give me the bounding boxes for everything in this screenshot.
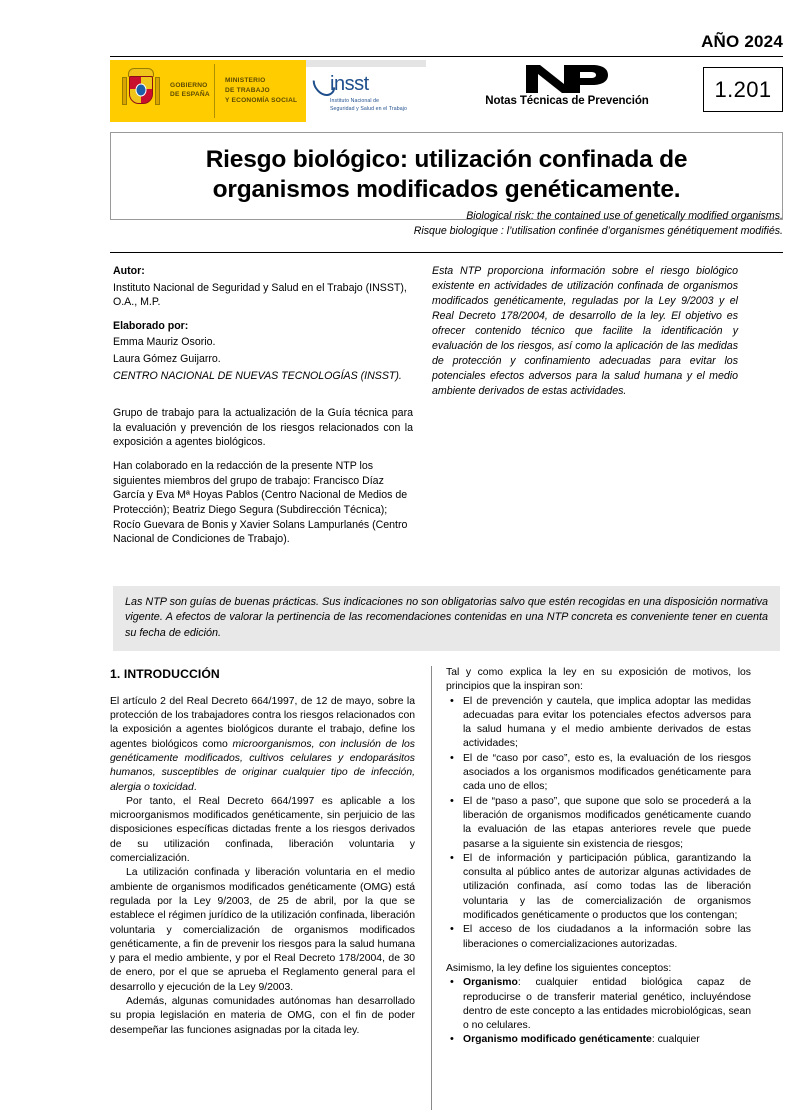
principio-list-item: • El de “caso por caso”, esto es, la evaluación de los riesgos asociados a los organismos modificados genéticamente para cada uno de ellos; bbox=[446, 752, 751, 795]
masthead bbox=[110, 60, 783, 122]
ministerio-line-2: DE TRABAJO bbox=[225, 86, 270, 94]
elaborado-person-1: Emma Mauriz Osorio. bbox=[113, 336, 216, 349]
insst-subtitle-line-1: Instituto Nacional de bbox=[330, 98, 380, 104]
conceptos-list bbox=[446, 976, 751, 1047]
page-title bbox=[137, 145, 756, 205]
ntp-number: 1.201 bbox=[714, 76, 772, 102]
top-horizontal-rule bbox=[110, 56, 783, 57]
body-paragraph: El artículo 2 del Real Decreto 664/1997, de 12 de mayo, sobre la protección de los trabajadores contra los riesgos relacionados con la exposición a agentes biológicos durante el trabajo, define los agentes biológicos como microorganismos, con inclusión de los genéticamente modificados, cultivos celulares y endoparásitos humanos, susceptibles de originar cualquier tipo de infección, alergia o toxicidad. bbox=[110, 695, 415, 793]
ministerio-line-3: Y ECONOMÍA SOCIAL bbox=[225, 96, 298, 104]
insst-logo-block bbox=[306, 60, 426, 122]
insst-logo bbox=[312, 74, 424, 113]
logo-vertical-divider bbox=[214, 64, 215, 118]
concepto-list-item: • Organismo: cualquier entidad biológica capaz de reproducirse o de transferir material genético, incluyéndose dentro de este concepto a las entidades microbiológicas, sean o no celulares. bbox=[446, 976, 751, 1033]
principio-list-item: • El de “paso a paso”, que supone que solo se procederá a la liberación de organismos modificados genéticamente cuando la evaluación de las etapas anteriores revele que puede pasarse a la siguiente sin existencia de riesgos; bbox=[446, 795, 751, 852]
elaborado-person-2: Laura Gómez Guijarro. bbox=[113, 353, 221, 366]
column-divider bbox=[431, 666, 432, 1110]
concepto-term: Organismo bbox=[463, 977, 518, 989]
gobierno-line-1: GOBIERNO bbox=[170, 82, 208, 90]
year-row bbox=[110, 32, 783, 52]
body-paragraph-italic-run: microorganismos, con inclusión de los genéticamente modificados, cultivos celulares y endoparásitos humanos, susceptibles de originar cualquier tipo de infección, alergia o toxicidad bbox=[110, 738, 415, 793]
body-right-column bbox=[446, 666, 751, 1048]
ntp-logo-icon bbox=[457, 64, 677, 94]
subtitle-french: Risque biologique : l’utilisation confinée d’organismes génétiquement modifiés. bbox=[413, 225, 783, 238]
gobierno-line-2: DE ESPAÑA bbox=[170, 91, 210, 98]
principio-list-item: • El acceso de los ciudadanos a la información sobre las liberaciones o comercializaciones autorizadas. bbox=[446, 923, 751, 952]
principios-intro: Tal y como explica la ley en su exposición de motivos, los principios que la inspiran son: bbox=[446, 667, 751, 693]
body-paragraph: La utilización confinada y liberación voluntaria en el medio ambiente de organismos modificados genéticamente (OMG) está regulada por la Ley 9/2003, de 25 de abril, por la que se establece el régimen jurídico de la utilización confinada, liberación voluntaria y comercialización de organismos modificados genéticamente, a fin de prevenir los riesgos para la salud humana y para el medio ambiente, y por el Real Decreto 178/2004, de 30 de enero, por el que se aprueba el Reglamento general para el desarrollo y ejecución de la Ley 9/2003. bbox=[110, 867, 415, 993]
centro-nacional-label: CENTRO NACIONAL DE NUEVAS TECNOLOGÍAS (INSST). bbox=[113, 369, 402, 382]
body-paragraph: Además, algunas comunidades autónomas han desarrollado su propia legislación en materia de OMG, con el fin de poder desempeñar las funciones asignadas por la citada ley. bbox=[110, 996, 415, 1036]
page-title-line-2: organismos modificados genéticamente. bbox=[212, 175, 681, 203]
subtitle-english: Biological risk: the contained use of genetically modified organisms. bbox=[466, 210, 783, 222]
translated-subtitles bbox=[110, 209, 783, 240]
section-heading-introduccion: 1. INTRODUCCIÓN bbox=[110, 667, 220, 681]
principio-list-item: • El de información y participación pública, garantizando la consulta al público antes de autorizar algunas actividades de utilización confinada, así como todas las de liberación voluntaria y las de comercialización de organismos modificados genéticamente o productos que los contengan; bbox=[446, 852, 751, 923]
ministerio-line-1: MINISTERIO bbox=[225, 77, 266, 84]
introduccion-paragraphs bbox=[110, 695, 415, 1038]
gobierno-label bbox=[170, 82, 210, 100]
insst-wordmark-text: insst bbox=[330, 73, 369, 95]
insst-wordmark bbox=[312, 74, 424, 94]
author-info-column bbox=[113, 264, 413, 556]
insst-subtitle-line-2: Seguridad y Salud en el Trabajo bbox=[330, 105, 407, 112]
autor-value: Instituto Nacional de Seguridad y Salud en el Trabajo (INSST), O.A., M.P. bbox=[113, 281, 407, 309]
ministerio-label bbox=[225, 76, 297, 106]
page-title-line-1: Riesgo biológico: utilización confinada de bbox=[205, 146, 688, 173]
gobierno-de-espana-logo-block bbox=[110, 60, 306, 122]
body-left-column bbox=[110, 666, 415, 1038]
principio-list-item: • El de prevención y cautela, que implica adoptar las medidas adecuadas para evitar los potenciales efectos adversos para la salud humana y el medio ambiente derivados de estas actividades; bbox=[446, 695, 751, 752]
insst-subtitle bbox=[312, 98, 424, 113]
principios-list bbox=[446, 695, 751, 952]
abstract-text: Esta NTP proporciona información sobre el riesgo biológico existente en actividades de utilización confinada de organismos modificados genéticamente, reguladas por la Ley 9/2003 y el Real Decreto 178/2004, de desarrollo de la ley. El objetivo es ofrecer contenido técnico que facilite la identificación y evaluación de los riesgos, así como la aplicación de las medidas de protección y confinamiento adecuadas para evitar los potenciales efectos adversos para la salud humana y el medio ambiente derivados de estas actividades. bbox=[432, 265, 738, 398]
grupo-trabajo-text: Grupo de trabajo para la actualización de la Guía técnica para la evaluación y prevención de los riesgos relacionados con la exposición a agentes biológicos. bbox=[113, 407, 413, 449]
elaborado-label: Elaborado por: bbox=[113, 319, 189, 332]
autor-label: Autor: bbox=[113, 265, 145, 277]
concepto-list-item: • Organismo modificado genéticamente: cualquier bbox=[446, 1033, 751, 1047]
colaboradores-text: Han colaborado en la redacción de la presente NTP los siguientes miembros del grupo de trabajo: Francisco Díaz García y Eva Mª Hoyas Pablos (Centro Nacional de Medios de Protección); Beatriz Diego Segura (Subdirección Técnica); Rocío Guevara de Bonis y Xavier Solans Lampurlanés (Centro Nacional de Condiciones de Trabajo). bbox=[113, 460, 408, 546]
document-title-box bbox=[110, 132, 783, 220]
mid-horizontal-rule bbox=[110, 252, 783, 253]
ntp-number-box bbox=[703, 67, 783, 112]
ntp-brand bbox=[457, 64, 677, 107]
body-paragraph: Por tanto, el Real Decreto 664/1997 es aplicable a los microorganismos modificados genéticamente, sin perjuicio de las disposiciones específicas dictadas frente a los riesgos derivados de su utilización confinada, liberación voluntaria y comercialización. bbox=[110, 795, 415, 865]
conceptos-intro: Asimismo, la ley define los siguientes conceptos: bbox=[446, 962, 672, 974]
ntp-notice-box: Las NTP son guías de buenas prácticas. Sus indicaciones no son obligatorias salvo que estén recogidas en una disposición normativa vigente. A efectos de valorar la pertinencia de las recomendaciones contenidas en una NTP concreta es conveniente tener en cuenta su fecha de edición. bbox=[113, 586, 780, 651]
ntp-caption: Notas Técnicas de Prevención bbox=[485, 95, 649, 107]
insst-grey-bar bbox=[306, 60, 426, 67]
spain-coat-of-arms-icon bbox=[120, 66, 162, 116]
concepto-term: Organismo modificado genéticamente bbox=[463, 1034, 652, 1046]
year-label: AÑO 2024 bbox=[701, 32, 783, 51]
